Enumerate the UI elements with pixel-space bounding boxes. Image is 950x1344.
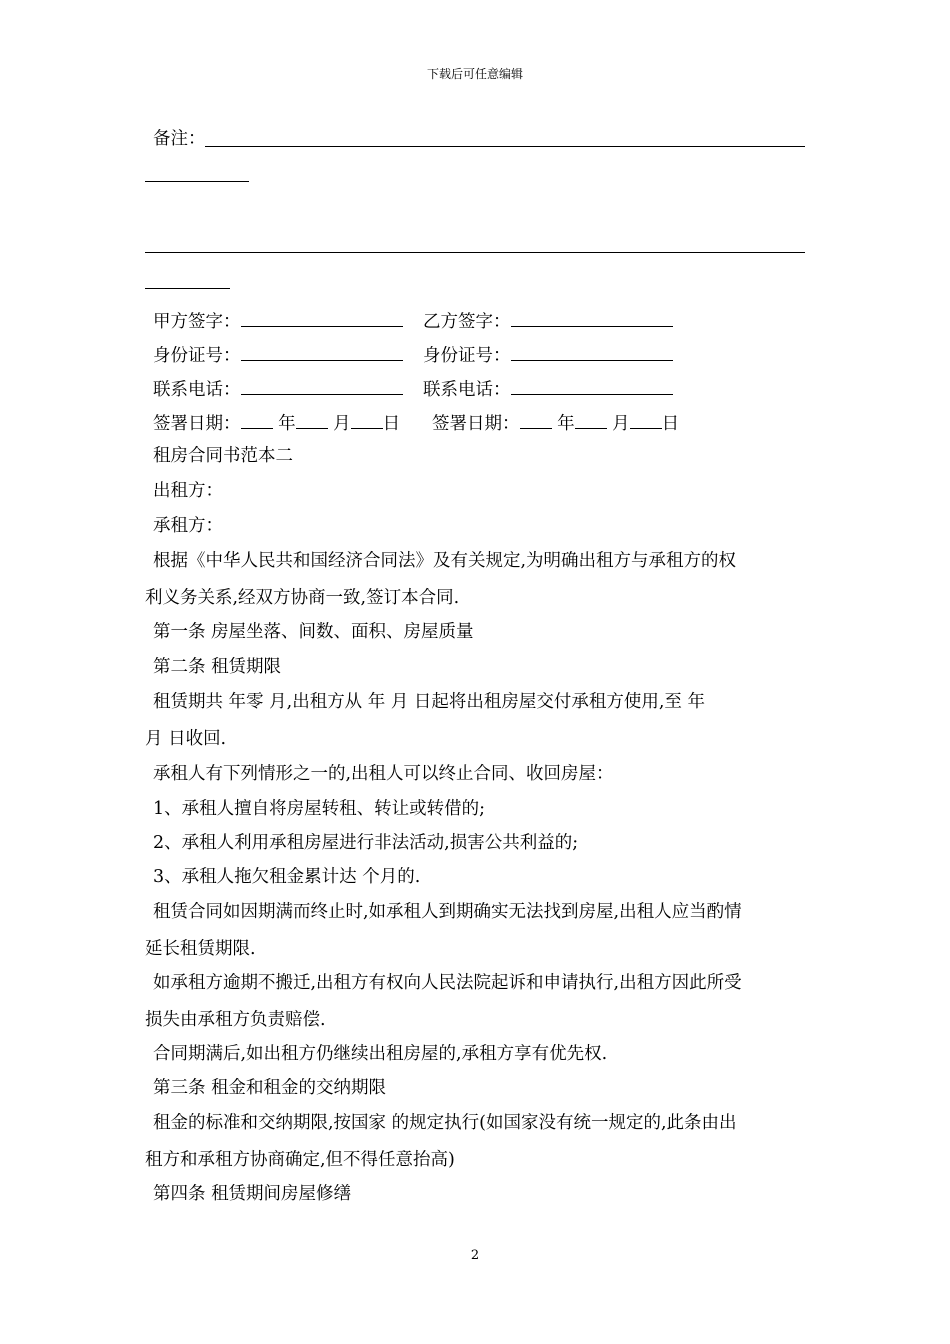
- paragraph-line: 租赁合同如因期满而终止时,如承租人到期确实无法找到房屋,出租人应当酌情: [153, 902, 742, 922]
- remarks-line-3: [145, 252, 805, 253]
- list-item: 2、承租人利用承租房屋进行非法活动,损害公共利益的;: [153, 833, 579, 853]
- article-3-heading: 第三条 租金和租金的交纳期限: [153, 1078, 387, 1098]
- party-b-sign-date: [432, 410, 679, 436]
- article-4-heading: 第四条 租赁期间房屋修缮: [153, 1184, 352, 1204]
- party-a-id-line: [241, 342, 403, 361]
- paragraph-line: 合同期满后,如出租方仍继续出租房屋的,承租方享有优先权.: [153, 1044, 608, 1064]
- party-b-id-label: 身份证号：: [423, 346, 511, 366]
- year-blank: [241, 410, 273, 429]
- party-b-signature: [423, 308, 673, 334]
- party-a-phone: [153, 376, 403, 402]
- remarks-line-2: [145, 181, 249, 182]
- day-label: 日: [661, 414, 680, 434]
- party-a-date-label: 签署日期：: [153, 414, 241, 434]
- year-label: 年: [278, 414, 296, 434]
- party-b-id: [423, 342, 673, 368]
- paragraph-line: 损失由承租方负责赔偿.: [145, 1010, 326, 1030]
- party-a-id-label: 身份证号：: [153, 346, 241, 366]
- paragraph-line: 租金的标准和交纳期限,按国家 的规定执行(如国家没有统一规定的,此条由出: [153, 1113, 737, 1133]
- month-label: 月: [333, 414, 351, 434]
- remarks-line-4: [145, 288, 230, 289]
- party-a-signature-line: [241, 308, 403, 327]
- party-b-id-line: [511, 342, 673, 361]
- day-blank: [630, 410, 662, 429]
- paragraph-line: 延长租赁期限.: [145, 939, 256, 959]
- paragraph-line: 如承租方逾期不搬迁,出租方有权向人民法院起诉和申请执行,出租方因此所受: [153, 973, 742, 993]
- paragraph-line: 租方和承租方协商确定,但不得任意抬高): [145, 1150, 455, 1170]
- article-1-heading: 第一条 房屋坐落、间数、面积、房屋质量: [153, 622, 474, 642]
- day-blank: [351, 410, 383, 429]
- remarks-line-1: [205, 146, 805, 147]
- party-b-phone-label: 联系电话：: [423, 380, 511, 400]
- party-a-signature: [153, 308, 403, 334]
- paragraph-line: 利义务关系,经双方协商一致,签订本合同.: [145, 588, 460, 608]
- list-item: 3、承租人拖欠租金累计达 个月的.: [153, 867, 421, 887]
- contract-title: 租房合同书范本二: [153, 446, 293, 466]
- party-b-date-label: 签署日期：: [432, 414, 520, 434]
- article-2-heading: 第二条 租赁期限: [153, 657, 282, 677]
- lessee-label: 承租方：: [153, 516, 223, 536]
- party-b-phone: [423, 376, 673, 402]
- remarks-label: 备注：: [153, 129, 206, 149]
- month-blank: [296, 410, 328, 429]
- year-label: 年: [557, 414, 575, 434]
- paragraph-line: 月 日收回.: [145, 729, 227, 749]
- party-a-id: [153, 342, 403, 368]
- party-a-phone-line: [241, 376, 403, 395]
- paragraph-line: 根据《中华人民共和国经济合同法》及有关规定,为明确出租方与承租方的权: [153, 551, 737, 571]
- party-a-signature-label: 甲方签字：: [153, 312, 241, 332]
- party-b-phone-line: [511, 376, 673, 395]
- party-b-signature-line: [511, 308, 673, 327]
- party-a-phone-label: 联系电话：: [153, 380, 241, 400]
- list-item: 1、承租人擅自将房屋转租、转让或转借的;: [153, 799, 486, 819]
- day-label: 日: [382, 414, 401, 434]
- month-label: 月: [612, 414, 630, 434]
- paragraph-line: 租赁期共 年零 月,出租方从 年 月 日起将出租房屋交付承租方使用,至 年: [153, 692, 705, 712]
- month-blank: [575, 410, 607, 429]
- paragraph-line: 承租人有下列情形之一的,出租人可以终止合同、收回房屋：: [153, 764, 614, 784]
- lessor-label: 出租方：: [153, 481, 223, 501]
- page-header: 下载后可任意编辑: [426, 67, 523, 81]
- page-number: 2: [470, 1248, 480, 1263]
- party-b-signature-label: 乙方签字：: [423, 312, 511, 332]
- party-a-sign-date: [153, 410, 400, 436]
- year-blank: [520, 410, 552, 429]
